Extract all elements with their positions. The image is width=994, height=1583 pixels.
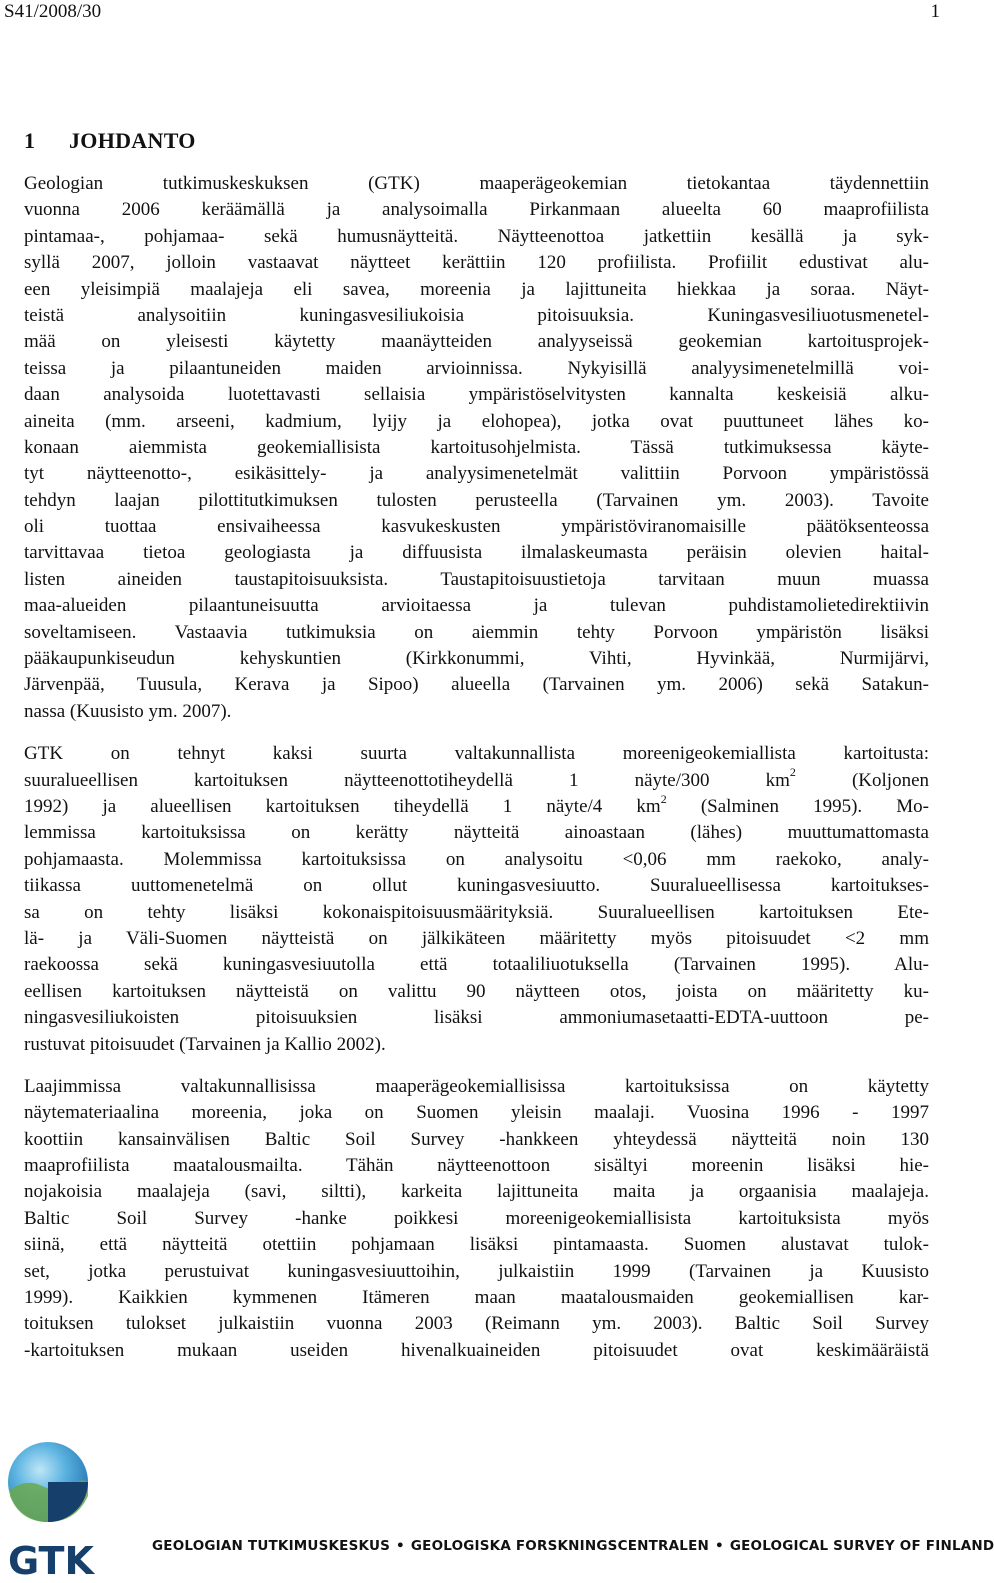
text-line: tyt näytteenotto-, esikäsittely- ja analyysimenetelmät valittiin Porvoon ympäristössä xyxy=(24,463,929,485)
superscript: 2 xyxy=(660,791,667,806)
section-title: JOHDANTO xyxy=(69,128,196,153)
body-text xyxy=(24,171,929,1380)
footer-organizations xyxy=(152,1538,994,1554)
text-line: een yleisimpiä maalajeja eli savea, moreenia ja lajittuneita hiekkaa ja soraa. Näyt- xyxy=(24,278,929,300)
text-line: toituksen tulokset julkaistiin vuonna 2003 (Reimann ym. 2003). Baltic Soil Survey xyxy=(24,1313,929,1335)
text-line: tehdyn laajan pilottitutkimuksen tulosten perusteella (Tarvainen ym. 2003). Tavoite xyxy=(24,489,929,511)
page-number: 1 xyxy=(930,1,940,22)
text-line: pohjamaasta. Molemmissa kartoituksissa on analysoitu <0,06 mm raekoko, analy- xyxy=(24,848,929,870)
text-line: eellisen kartoituksen näytteistä on valittu 90 näytteen otos, joista on määritetty ku- xyxy=(24,980,929,1002)
text-line: konaan aiemmista geokemiallisista kartoitusohjelmista. Tässä tutkimuksessa käyte- xyxy=(24,436,929,458)
organization-name: GEOLOGIAN TUTKIMUSKESKUS xyxy=(152,1538,391,1554)
text-line: rustuvat pitoisuudet (Tarvainen ja Kallio 2002). xyxy=(24,1033,386,1055)
text-line: siinä, että näytteitä otettiin pohjamaan lisäksi pintamaasta. Suomen alustavat tulok- xyxy=(24,1234,929,1256)
text-line: nojakoisia maalajeja (savi, siltti), karkeita lajittuneita maita ja orgaanisia maalajeja. xyxy=(24,1181,929,1203)
text-line: listen aineiden taustapitoisuuksista. Taustapitoisuustietoja tarvitaan muun muassa xyxy=(24,568,929,590)
text-line: Laajimmissa valtakunnallisissa maaperägeokemiallisissa kartoituksissa on käytetty xyxy=(24,1075,929,1097)
text-line: daan analysoida luotettavasti sellaisia ympäristöselvitysten kannalta keskeisiä alku- xyxy=(24,384,929,406)
gtk-logo-text: GTK xyxy=(8,1539,94,1583)
superscript: 2 xyxy=(789,765,796,780)
text-line: set, jotka perustuivat kuningasvesiuuttoihin, julkaistiin 1999 (Tarvainen ja Kuusisto xyxy=(24,1260,929,1282)
document-reference: S41/2008/30 xyxy=(4,1,102,22)
gtk-logo xyxy=(6,1438,98,1583)
section-heading xyxy=(24,128,196,154)
text-line: lemmissa kartoituksissa on kerätty näytteitä ainoastaan (lähes) muuttumattomasta xyxy=(24,822,929,844)
text-line: aineita (mm. arseeni, kadmium, lyijy ja elohopea), jotka ovat puuttuneet lähes ko- xyxy=(24,410,929,432)
text-line: Geologian tutkimuskeskuksen (GTK) maaperägeokemian tietokantaa täydennettiin xyxy=(24,173,929,194)
organization-name: GEOLOGICAL SURVEY OF FINLAND xyxy=(729,1538,994,1554)
bullet-separator: • xyxy=(396,1538,405,1554)
text-line: vuonna 2006 keräämällä ja analysoimalla Pirkanmaan alueelta 60 maaprofiilista xyxy=(24,199,929,221)
text-line: raekoossa sekä kuningasvesiuutolla että totaaliliuotuksella (Tarvainen 1995). Alu- xyxy=(24,954,929,976)
text-line: Järvenpää, Tuusula, Kerava ja Sipoo) alueella (Tarvainen ym. 2006) sekä Satakun- xyxy=(24,674,929,696)
text-line: teissa ja pilaantuneiden maiden arvioinnissa. Nykyisillä analyysimenetelmillä voi- xyxy=(24,357,929,379)
bullet-separator: • xyxy=(715,1538,724,1554)
text-line: Baltic Soil Survey -hanke poikkesi moreenigeokemiallisista kartoituksista myös xyxy=(24,1207,929,1229)
text-line: teistä analysoitiin kuningasvesiliukoisia pitoisuuksia. Kuningasvesiliuotusmenetel- xyxy=(24,304,929,326)
text-line: syllä 2007, jolloin vastaavat näytteet kerättiin 120 profiilista. Profiilit edustivat alu- xyxy=(24,252,929,274)
text-line: -kartoituksen mukaan useiden hivenalkuaineiden pitoisuudet ovat keskimääräistä xyxy=(24,1339,929,1361)
paragraph xyxy=(24,741,929,1058)
text-line: 1999). Kaikkien kymmenen Itämeren maan maatalousmaiden geokemiallisen kar- xyxy=(24,1287,929,1309)
text-line: mää on yleisesti käytetty maanäytteiden analyyseissä geokemian kartoitusprojek- xyxy=(24,331,929,353)
text-line: pintamaa-, pohjamaa- sekä humusnäytteitä. Näytteenottoa jatkettiin kesällä ja syk- xyxy=(24,225,929,247)
globe-wedge-shape xyxy=(48,1482,88,1522)
text-line: soveltamiseen. Vastaavia tutkimuksia on aiemmin tehty Porvoon ympäristön lisäksi xyxy=(24,621,929,643)
text-line: maaprofiilista maatalousmailta. Tähän näytteenottoon sisältyi moreenin lisäksi hie- xyxy=(24,1155,929,1177)
text-line: koottiin kansainvälisen Baltic Soil Survey -hankkeen yhteydessä näytteitä noin 130 xyxy=(24,1128,929,1150)
paragraph xyxy=(24,1074,929,1364)
paragraph xyxy=(24,171,929,725)
text-line: GTK on tehnyt kaksi suurta valtakunnallista moreenigeokemiallista kartoitusta: xyxy=(24,743,929,765)
text-line: sa on tehty lisäksi kokonaispitoisuusmäärityksiä. Suuralueellisen kartoituksen Ete- xyxy=(24,901,929,923)
organization-name: GEOLOGISKA FORSKNINGSCENTRALEN xyxy=(410,1538,709,1554)
text-line: lä- ja Väli-Suomen näytteistä on jälkikäteen määritetty myös pitoisuudet <2 mm xyxy=(24,927,929,949)
section-number: 1 xyxy=(24,128,36,153)
text-line: näytemateriaalina moreenia, joka on Suomen yleisin maalaji. Vuosina 1996 - 1997 xyxy=(24,1102,929,1124)
text-line: tarvittavaa tietoa geologiasta ja diffuusista ilmalaskeumasta peräisin olevien haital- xyxy=(24,542,929,564)
text-line: maa-alueiden pilaantuneisuutta arvioitaessa ja tulevan puhdistamolietedirektiivin xyxy=(24,595,929,617)
text-line: suuralueellisen kartoituksen näytteenottotiheydellä 1 näyte/300 $km^2$ (Koljonen xyxy=(24,765,930,791)
text-line: tiikassa uuttomenetelmä on ollut kuningasvesiuutto. Suuralueellisessa kartoitukses- xyxy=(24,875,929,897)
text-line: ningasvesiliukoisten pitoisuuksien lisäksi ammoniumasetaatti-EDTA-uuttoon pe- xyxy=(24,1007,929,1029)
text-line: pääkaupunkiseudun kehyskuntien (Kirkkonummi, Vihti, Hyvinkää, Nurmijärvi, xyxy=(24,648,929,670)
page-header xyxy=(0,0,940,30)
text-line: 1992) ja alueellisen kartoituksen tiheydellä 1 näyte/4 $km^2$ (Salminen 1995). Mo- xyxy=(24,791,929,817)
text-line: oli tuottaa ensivaiheessa kasvukeskusten ympäristöviranomaisille päätöksenteossa xyxy=(24,516,929,538)
text-line: nassa (Kuusisto ym. 2007). xyxy=(24,700,232,722)
